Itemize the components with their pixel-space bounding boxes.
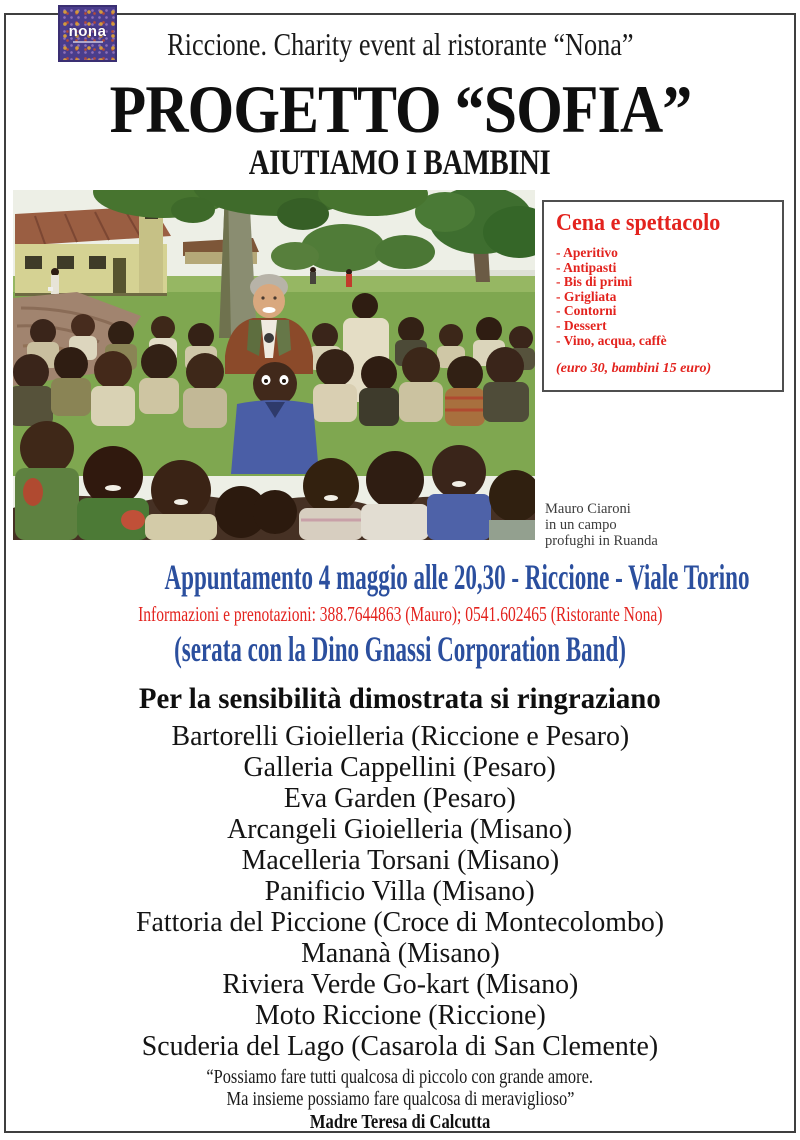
- sponsor-item: Arcangeli Gioielleria (Misano): [227, 813, 573, 845]
- nona-restaurant-logo: [58, 5, 117, 62]
- closing-quote: [0, 1066, 800, 1134]
- caption-line: Mauro Ciaroni: [545, 501, 631, 517]
- dinner-menu-box: [542, 200, 784, 392]
- menu-price: (euro 30, bambini 15 euro): [556, 361, 712, 377]
- photo-scene: [13, 190, 535, 540]
- sponsor-item: Riviera Verde Go-kart (Misano): [222, 968, 578, 1000]
- sponsor-item: Galleria Cappellini (Pesaro): [243, 751, 557, 783]
- menu-item: - Aperitivo: [556, 245, 618, 260]
- sponsor-item: Bartorelli Gioielleria (Riccione e Pesaro): [171, 720, 629, 752]
- thanks-heading: Per la sensibilità dimostrata si ringraziano: [139, 682, 661, 715]
- sponsor-item: Panificio Villa (Misano): [265, 875, 535, 907]
- kicker-line: [0, 22, 800, 63]
- appointment-line: Appuntamento 4 maggio alle 20,30 - Riccione - Viale Torino: [164, 557, 750, 597]
- charity-photo: [13, 190, 535, 540]
- photo-caption: [545, 502, 658, 549]
- quote-author: Madre Teresa di Calcutta: [309, 1112, 491, 1133]
- quote-line-2: Ma insieme possiamo fare qualcosa di meraviglioso”: [226, 1088, 574, 1110]
- menu-item: - Grigliata: [556, 288, 617, 304]
- menu-item: - Dessert: [556, 317, 607, 333]
- caption-line: in un campo: [545, 516, 617, 533]
- quote-line-1: “Possiamo fare tutti qualcosa di piccolo con grande amore.: [206, 1066, 594, 1088]
- logo-tagline-mark: [73, 41, 103, 43]
- logo-text: nona: [68, 22, 107, 40]
- menu-title: Cena e spettacolo: [556, 210, 721, 236]
- sponsor-item: Fattoria del Piccione (Croce di Montecolombo): [135, 906, 665, 938]
- info-reservations-line: Informazioni e prenotazioni: 388.7644863 (Mauro); 0541.602465 (Ristorante Nona): [137, 602, 663, 626]
- poster-subtitle: AIUTIAMO I BAMBINI: [249, 142, 551, 182]
- menu-item: - Vino, acqua, caffè: [556, 332, 667, 348]
- menu-item: - Bis di primi: [556, 274, 633, 290]
- menu-item: - Contorni: [556, 303, 617, 319]
- sponsor-list: [0, 721, 800, 1062]
- sponsor-item: Scuderia del Lago (Casarola di San Clemente): [141, 1030, 659, 1062]
- kicker-text: Riccione. Charity event al ristorante “Nona”: [166, 26, 634, 62]
- poster-title: PROGETTO “SOFIA”: [109, 71, 691, 147]
- sponsor-item: Eva Garden (Pesaro): [284, 782, 516, 814]
- sponsor-item: Mananà (Misano): [300, 937, 500, 969]
- band-line: (serata con la Dino Gnassi Corporation Band): [174, 629, 626, 669]
- menu-items: [556, 246, 770, 348]
- menu-item: - Antipasti: [556, 259, 617, 275]
- caption-line: profughi in Ruanda: [545, 532, 658, 549]
- sponsor-item: Macelleria Torsani (Misano): [241, 844, 559, 876]
- sponsor-item: Moto Riccione (Riccione): [254, 999, 546, 1031]
